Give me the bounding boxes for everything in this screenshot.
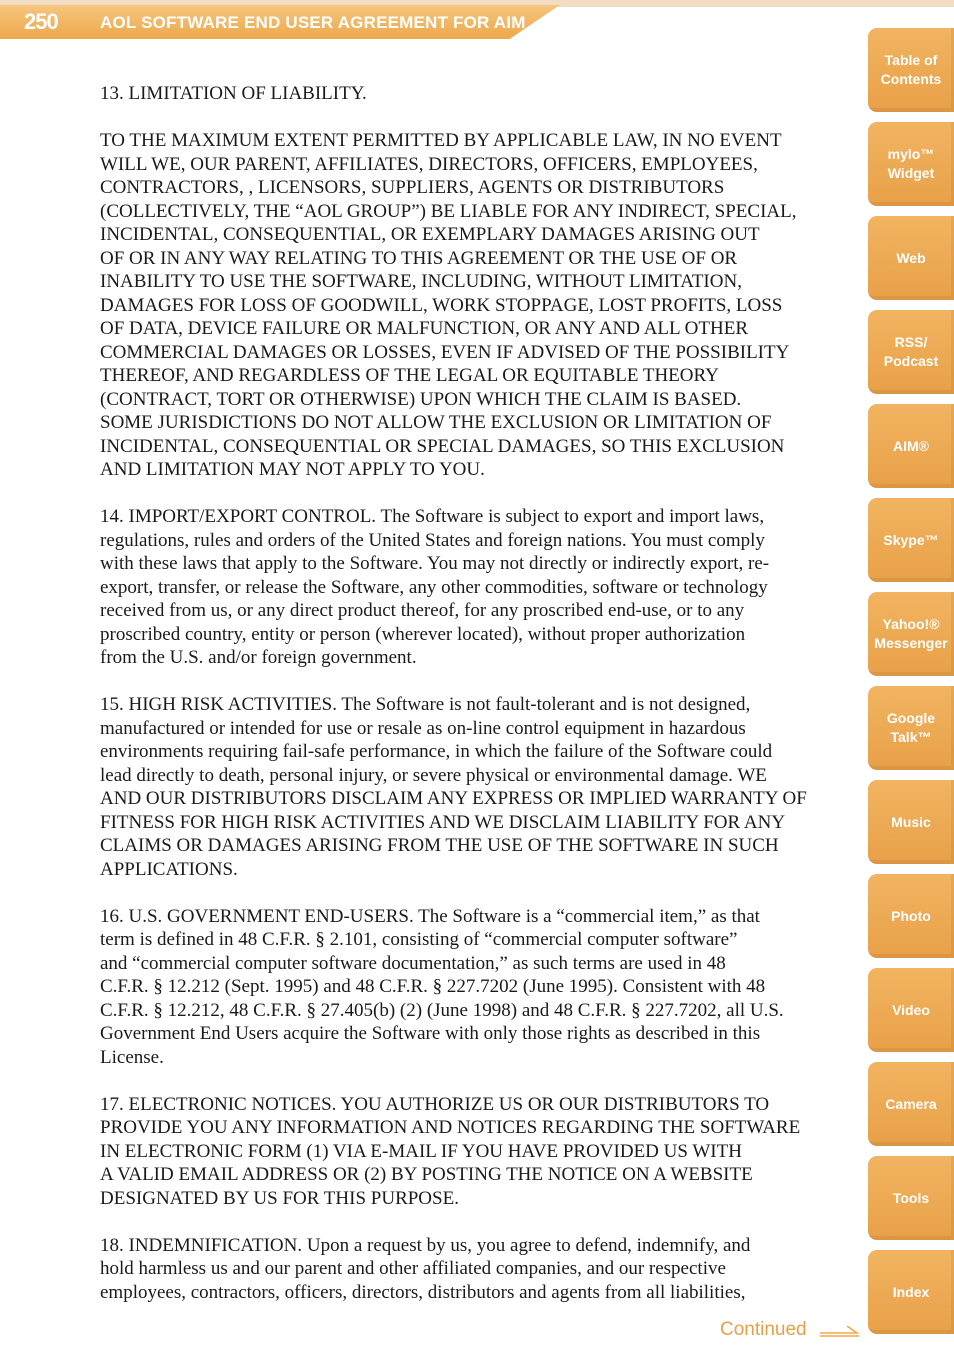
sidebar-nav <box>868 0 954 1370</box>
tab-camera[interactable]: Camera <box>868 1062 954 1146</box>
tab-aim[interactable]: AIM® <box>868 404 954 488</box>
continued-arrow-icon <box>819 1324 861 1338</box>
tab-skype[interactable]: Skype™ <box>868 498 954 582</box>
tab-rss-podcast[interactable]: RSS/ Podcast <box>868 310 954 394</box>
section-15: 15. HIGH RISK ACTIVITIES. The Software is not fault-tolerant and is not designed, manufactured or intended for use or resale as on-line control equipment in hazardous environments requiring fail-safe performance, in which the failure of the Software could lead directly to death, personal injury, or severe physical or environmental damage. WE AND OUR DISTRIBUTORS DISCLAIM ANY EXPRESS OR IMPLIED WARRANTY OF FITNESS FOR HIGH RISK ACTIVITIES AND WE DISCLAIM LIABILITY FOR ANY CLAIMS OR DAMAGES ARISING FROM THE USE OF THE SOFTWARE IN SUCH APPLICATIONS. <box>100 694 807 880</box>
section-18: 18. INDEMNIFICATION. Upon a request by us, you agree to defend, indemnify, and hold harmless us and our parent and other affiliated companies, and our respective employees, contractors, officers, directors, distributors and agents from all liabilities, <box>100 1234 751 1303</box>
page-number: 250 <box>24 9 58 34</box>
section-13-heading: 13. LIMITATION OF LIABILITY. <box>100 83 367 104</box>
tab-music[interactable]: Music <box>868 780 954 864</box>
tab-photo[interactable]: Photo <box>868 874 954 958</box>
continued-label: Continued <box>720 1319 807 1340</box>
section-13-body: TO THE MAXIMUM EXTENT PERMITTED BY APPLICABLE LAW, IN NO EVENT WILL WE, OUR PARENT, AFFILIATES, DIRECTORS, OFFICERS, EMPLOYEES, CONTRACTORS, , LICENSORS, SUPPLIERS, AGENTS OR DISTRIBUTORS (COLLECTIVELY, THE “AOL GROUP”) BE LIABLE FOR ANY INDIRECT, SPECIAL, INCIDENTAL, CONSEQUENTIAL, OR EXEMPLARY DAMAGES ARISING OUT OF OR IN ANY WAY RELATING TO THIS AGREEMENT OR THE USE OF OR INABILITY TO USE THE SOFTWARE, INCLUDING, WITHOUT LIMITATION, DAMAGES FOR LOSS OF GOODWILL, WORK STOPPAGE, LOST PROFITS, LOSS OF DATA, DEVICE FAILURE OR MALFUNCTION, OR ANY AND ALL OTHER COMMERCIAL DAMAGES OR LOSSES, EVEN IF ADVISED OF THE POSSIBILITY THEREOF, AND REGARDLESS OF THE LEGAL OR EQUITABLE THEORY (CONTRACT, TORT OR OTHERWISE) UPON WHICH THE CLAIM IS BASED. SOME JURISDICTIONS DO NOT ALLOW THE EXCLUSION OR LIMITATION OF INCIDENTAL, CONSEQUENTIAL OR SPECIAL DAMAGES, SO THIS EXCLUSION AND LIMITATION MAY NOT APPLY TO YOU. <box>100 130 797 480</box>
tab-web[interactable]: Web <box>868 216 954 300</box>
page-title: AOL SOFTWARE END USER AGREEMENT FOR AIM <box>100 13 526 32</box>
tab-mylo-widget[interactable]: mylo™ Widget <box>868 122 954 206</box>
tab-index[interactable]: Index <box>868 1250 954 1334</box>
tab-tools[interactable]: Tools <box>868 1156 954 1240</box>
tab-yahoo-messenger[interactable]: Yahoo!® Messenger <box>868 592 954 676</box>
tab-video[interactable]: Video <box>868 968 954 1052</box>
agreement-body <box>100 82 848 1328</box>
section-17: 17. ELECTRONIC NOTICES. YOU AUTHORIZE US OR OUR DISTRIBUTORS TO PROVIDE YOU ANY INFORMATION AND NOTICES REGARDING THE SOFTWARE IN ELECTRONIC FORM (1) VIA E-MAIL IF YOU HAVE PROVIDED US WITH A VALID EMAIL ADDRESS OR (2) BY POSTING THE NOTICE ON A WEBSITE DESIGNATED BY US FOR THIS PURPOSE. <box>100 1093 801 1209</box>
tab-google-talk[interactable]: Google Talk™ <box>868 686 954 770</box>
section-14: 14. IMPORT/EXPORT CONTROL. The Software is subject to export and import laws, regulations, rules and orders of the United States and foreign nations. You must comply with these laws that apply to the Software. You may not directly or indirectly export, re- export, transfer, or release the Software, any other commodities, software or technology received from us, or any direct product thereof, for any proscribed end-use, or to any proscribed country, entity or person (wherever located), without proper authorization from the U.S. and/or foreign government. <box>100 506 770 668</box>
tab-table-of-contents[interactable]: Table of Contents <box>868 28 954 112</box>
section-16: 16. U.S. GOVERNMENT END-USERS. The Software is a “commercial item,” as that term is defined in 48 C.F.R. § 2.101, consisting of “commercial computer software” and “commercial computer software documentation,” as such terms are used in 48 C.F.R. § 12.212 (Sept. 1995) and 48 C.F.R. § 227.7202 (June 1995). Consistent with 48 C.F.R. § 12.212, 48 C.F.R. § 27.405(b) (2) (June 1998) and 48 C.F.R. § 227.7202, all U.S. Government End Users acquire the Software with only those rights as described in this License. <box>100 905 784 1068</box>
